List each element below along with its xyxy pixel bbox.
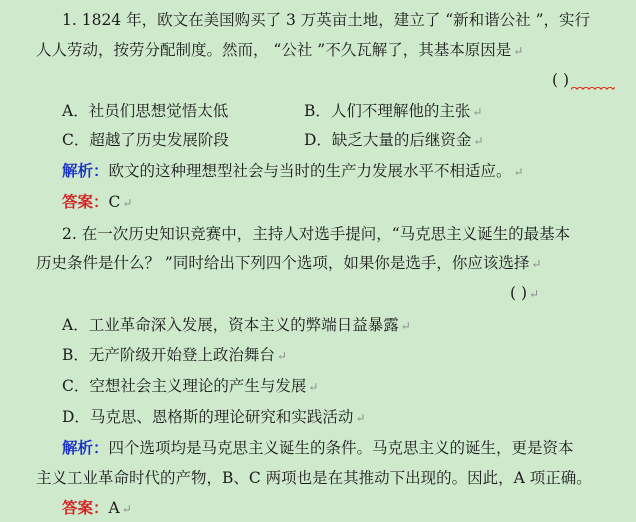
paragraph-mark-icon: ↵ — [513, 44, 524, 58]
q2-stem-line2: 历史条件是什么？ ”同时给出下列四个选项，如果你是选手，你应该选择 ↵ — [36, 254, 542, 272]
spellcheck-underline-icon — [571, 85, 615, 91]
q1-answer: 答案：C ↵ — [62, 192, 133, 211]
q1-stem-line2: 人人劳动，按劳分配制度。然而， “公社 ”不久瓦解了，其基本原因是 ↵ — [36, 41, 524, 59]
q2-answer: 答案：A ↵ — [62, 498, 132, 517]
q2-answer-paren: ( ) ↵ — [510, 284, 540, 302]
q1-options-row2 — [0, 129, 636, 151]
q2-analysis-line2: 主义工业革命时代的产物，B、C 两项也是在其推动下出现的。因此，A 项正确。 — [36, 469, 592, 487]
q1-option-c: C．超越了历史发展阶段 — [62, 131, 229, 149]
q2-option-d: D．马克思、恩格斯的理论研究和实践活动 ↵ — [62, 408, 366, 426]
q1-answer-paren: ( ) — [552, 69, 615, 91]
q2-option-b: B．无产阶级开始登上政治舞台 ↵ — [62, 346, 287, 364]
q2-stem-line1: 2. 在一次历史知识竞赛中，主持人对选手提问，“马克思主义诞生的最基本 — [62, 225, 571, 243]
q2-option-a: A．工业革命深入发展，资本主义的弊端日益暴露 ↵ — [62, 316, 411, 334]
q1-stem-line1: 1. 1824 年，欧文在美国购买了 3 万英亩土地，建立了 “新和谐公社 ”，实行 — [62, 11, 591, 29]
answer-label: 答案： — [62, 498, 109, 517]
answer-label: 答案： — [62, 192, 109, 211]
q1-options-row1 — [0, 100, 636, 122]
q2-option-c: C．空想社会主义理论的产生与发展 ↵ — [62, 377, 319, 395]
analysis-label: 解析： — [62, 438, 109, 457]
q1-option-a: A．社员们思想觉悟太低 — [62, 102, 229, 120]
q1-analysis: 解析：欧文的这种理想型社会与当时的生产力发展水平不相适应。 ↵ — [62, 161, 524, 180]
q2-analysis-line1: 解析：四个选项均是马克思主义诞生的条件。马克思主义的诞生，更是资本 — [62, 438, 574, 457]
analysis-label: 解析： — [62, 161, 109, 180]
q1-option-d: D．缺乏大量的后继资金 ↵ — [304, 131, 484, 149]
q1-option-b: B．人们不理解他的主张 ↵ — [304, 102, 483, 120]
